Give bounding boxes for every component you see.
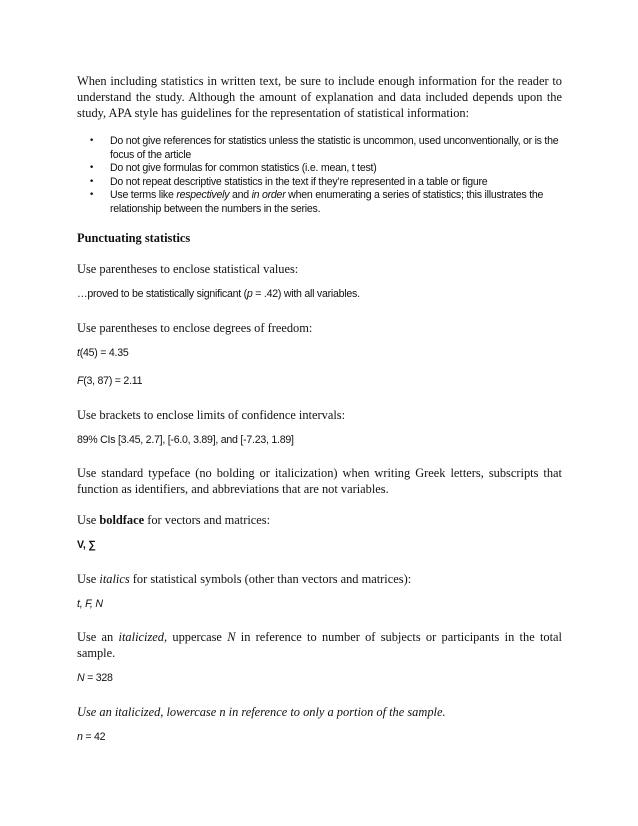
example-values: …proved to be statistically significant (p = .42) with all variables.	[77, 288, 360, 300]
example-uppercase-n: N = 328	[77, 672, 113, 684]
rule-brackets-ci: Use brackets to enclose limits of confidence intervals:	[77, 407, 346, 422]
list-item-text: Do not repeat descriptive statistics in the text if they’re represented in a table or figure	[110, 175, 488, 188]
rule-boldface: Use boldface for vectors and matrices:	[77, 513, 271, 527]
example-bold: V, ∑	[77, 539, 96, 551]
section-heading: Punctuating statistics	[77, 231, 191, 245]
example-ci: 89% CIs [3.45, 2.7], [-6.0, 3.89], and [-7.23, 1.89]	[77, 433, 294, 446]
example-lowercase-n: n = 42	[77, 730, 106, 743]
example-t: t(45) = 4.35	[77, 346, 129, 359]
rule-lowercase-n: Use an italicized, lowercase n in reference to only a portion of the sample.	[77, 704, 446, 719]
list-item	[77, 162, 562, 176]
rule-standard-typeface: Use standard typeface (no bolding or italicization) when writing Greek letters, subscripts that function as identifiers, and abbreviations that are not variables.	[77, 466, 562, 496]
list-item	[77, 176, 562, 190]
rule-parentheses-values: Use parentheses to enclose statistical values:	[77, 262, 299, 276]
example-italics: t, F, N	[77, 597, 103, 610]
example-f: F(3, 87) = 2.11	[77, 375, 143, 387]
bullet-icon: •	[89, 176, 95, 187]
guideline-list	[77, 135, 562, 216]
list-item-text: Do not give formulas for common statistics (i.e. mean, t test)	[110, 162, 377, 174]
list-item-text: Do not give references for statistics unless the statistic is uncommon, used unconventionally, or is the focus of the article	[110, 135, 559, 161]
list-item-text: Use terms like respectively and in order when enumerating a series of statistics; this illustrates the relationship between the numbers in the series.	[110, 189, 544, 215]
rule-parentheses-df: Use parentheses to enclose degrees of freedom:	[77, 320, 313, 335]
rule-uppercase-n: Use an italicized, uppercase N in reference to number of subjects or participants in the total sample.	[77, 630, 562, 660]
intro-paragraph: When including statistics in written text, be sure to include enough information for the reader to understand the study. Although the amount of explanation and data included depends upon the study, APA style has guidelines for the representation of statistical information:	[77, 74, 562, 120]
rule-italics: Use italics for statistical symbols (other than vectors and matrices):	[77, 571, 412, 586]
bullet-icon: •	[89, 163, 95, 173]
bullet-icon: •	[89, 136, 95, 146]
list-item	[77, 135, 562, 162]
list-item	[77, 189, 562, 216]
document-page	[77, 73, 562, 744]
bullet-icon: •	[89, 190, 95, 200]
